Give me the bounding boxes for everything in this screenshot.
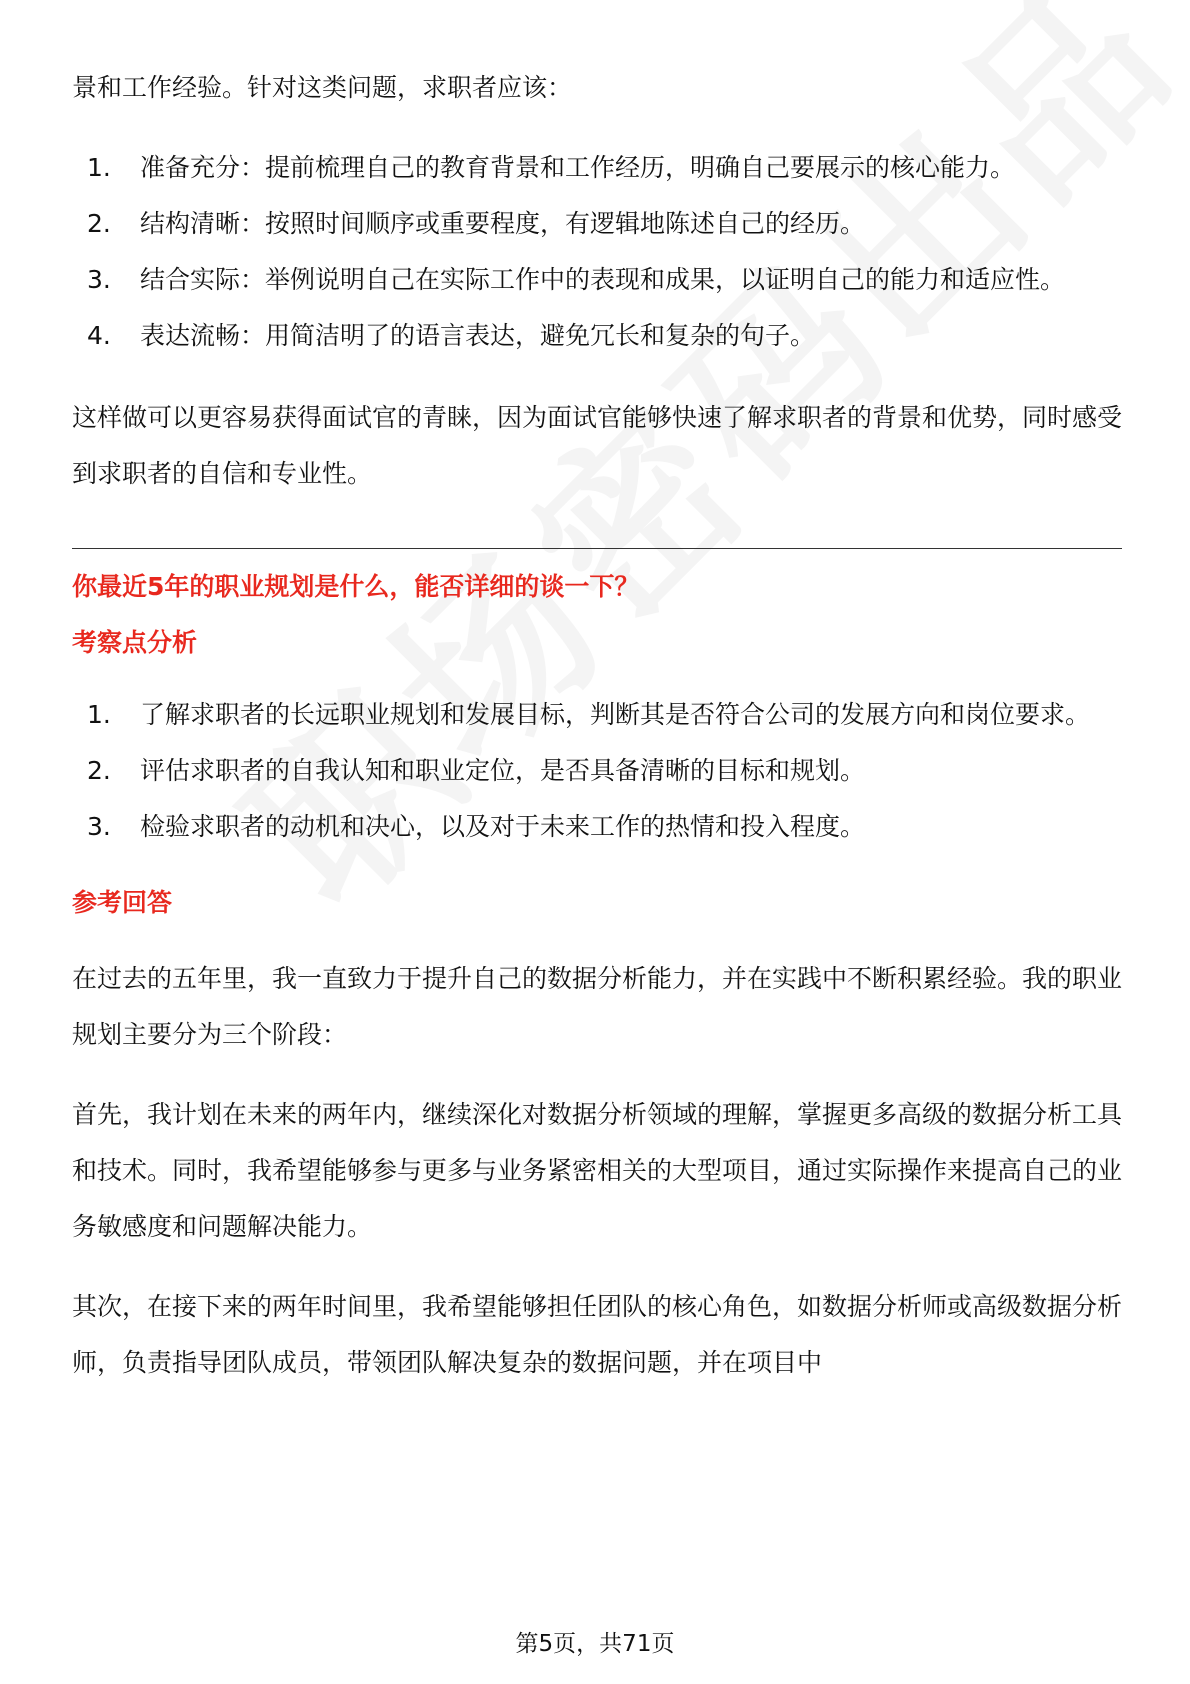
answer-paragraph: 首先，我计划在未来的两年内，继续深化对数据分析领域的理解，掌握更多高级的数据分析工具和技术。同时，我希望能够参与更多与业务紧密相关的大型项目，通过实际操作来提高自己的业务敏感度和问题解决能力。 [72,1100,1123,1241]
answer-paragraph: 在过去的五年里，我一直致力于提升自己的数据分析能力，并在实践中不断积累经验。我的职业规划主要分为三个阶段： [72,964,1123,1049]
list-text: 检验求职者的动机和决心，以及对于未来工作的热情和投入程度。 [140,812,866,841]
list-item [72,687,1122,743]
list-item [72,196,1122,252]
list-text: 结构清晰：按照时间顺序或重要程度，有逻辑地陈述自己的经历。 [140,209,866,238]
list-text: 结合实际：举例说明自己在实际工作中的表现和成果，以证明自己的能力和适应性。 [140,265,1066,294]
list-number: 3. [87,812,111,841]
answer-paragraph: 其次，在接下来的两年时间里，我希望能够担任团队的核心角色，如数据分析师或高级数据分析师，负责指导团队成员，带领团队解决复杂的数据问题，并在项目中 [72,1292,1123,1377]
list-text: 评估求职者的自我认知和职业定位，是否具备清晰的目标和规划。 [140,756,866,785]
list-item [72,140,1122,196]
list-number: 3. [87,265,111,294]
advice-list [72,140,1122,364]
list-number: 1. [87,700,111,729]
analysis-list [72,687,1122,855]
summary-paragraph: 这样做可以更容易获得面试官的青睐，因为面试官能够快速了解求职者的背景和优势，同时感受到求职者的自信和专业性。 [72,403,1123,488]
list-number: 4. [87,321,111,350]
list-item [72,799,1122,855]
page-footer: 第5页，共71页 [515,1631,675,1657]
list-number: 2. [87,756,111,785]
list-item [72,252,1122,308]
list-item [72,743,1122,799]
list-text: 了解求职者的长远职业规划和发展目标，判断其是否符合公司的发展方向和岗位要求。 [140,700,1091,729]
list-text: 准备充分：提前梳理自己的教育背景和工作经历，明确自己要展示的核心能力。 [140,153,1016,182]
list-text: 表达流畅：用简洁明了的语言表达，避免冗长和复杂的句子。 [140,321,816,350]
list-number: 1. [87,153,111,182]
answer-heading: 参考回答 [72,888,173,917]
question-heading: 你最近5年的职业规划是什么，能否详细的谈一下？ [72,572,640,601]
analysis-heading: 考察点分析 [72,628,198,657]
intro-paragraph-tail: 景和工作经验。针对这类问题，求职者应该： [72,73,573,102]
document-page [72,60,1122,1391]
list-number: 2. [87,209,111,238]
list-item [72,308,1122,364]
